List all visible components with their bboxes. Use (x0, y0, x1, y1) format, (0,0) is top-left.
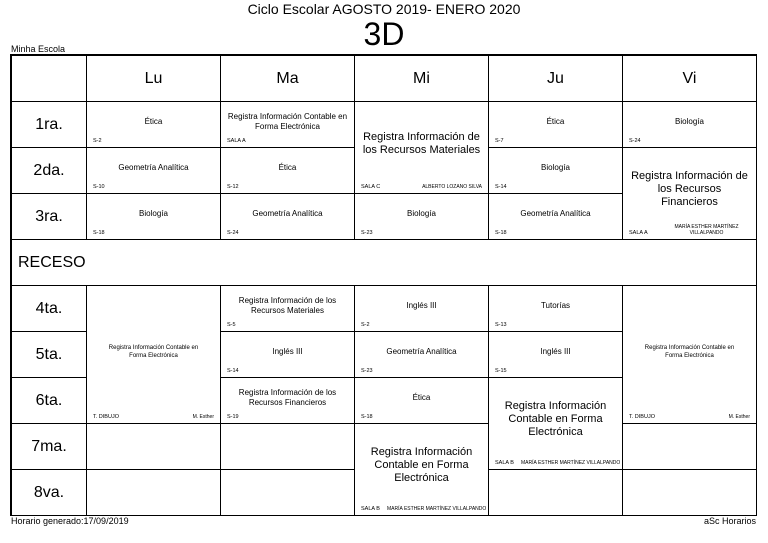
lesson-subject: Ética (278, 162, 297, 172)
class-title: 3D (363, 16, 405, 52)
lesson-room: S-12 (227, 184, 239, 190)
period-header-4: 4ta. (11, 285, 87, 332)
lesson-teacher: M. Esther (728, 414, 750, 420)
lesson-room: S-7 (495, 138, 504, 144)
lesson-ju-4[interactable] (488, 285, 623, 332)
period-header-5: 5ta. (11, 331, 87, 378)
lesson-lu-3[interactable] (86, 193, 221, 240)
lesson-room: SALA C (361, 184, 381, 190)
day-header-lu: Lu (86, 55, 221, 102)
lesson-ma-4[interactable] (220, 285, 355, 332)
lesson-subject: Geometría Analítica (118, 162, 189, 172)
period-header-3: 3ra. (11, 193, 87, 240)
empty-lu-8 (86, 469, 221, 516)
lesson-subject: Registra Información Contable en Forma Electrónica (370, 446, 473, 484)
lesson-ma-2[interactable] (220, 147, 355, 194)
lesson-room: SALA A (227, 138, 246, 144)
lesson-ju-6-7[interactable] (488, 377, 623, 470)
timetable-grid (10, 54, 757, 516)
empty-ju-8 (488, 469, 623, 516)
lesson-room: S-18 (495, 230, 507, 236)
lesson-subject: Geometría Analítica (520, 208, 591, 218)
lesson-teacher: MARÍA ESTHER MARTÍNEZ VILLALPANDO (521, 460, 621, 466)
generated-date: Horario generado:17/09/2019 (11, 516, 129, 526)
lesson-lu-2[interactable] (86, 147, 221, 194)
lesson-teacher: MARÍA ESTHER MARTÍNEZ VILLALPANDO (387, 506, 487, 512)
lesson-subject: Geometría Analítica (252, 208, 323, 218)
lesson-lu-4-6[interactable] (86, 285, 221, 424)
lesson-vi-1[interactable] (622, 101, 757, 148)
lesson-subject: Biología (407, 208, 436, 218)
lesson-subject: Registra Información Contable en Forma Electrónica (644, 344, 735, 359)
lesson-subject: Registra Información de los Recursos Financieros (238, 387, 337, 407)
lesson-room: SALA B (361, 506, 380, 512)
lesson-room: S-2 (93, 138, 102, 144)
lesson-ma-5[interactable] (220, 331, 355, 378)
lesson-subject: Biología (541, 162, 570, 172)
lesson-room: S-14 (495, 184, 507, 190)
cycle-title: Ciclo Escolar AGOSTO 2019- ENERO 2020 (247, 1, 521, 17)
lesson-room: S-18 (361, 414, 373, 420)
lesson-subject: Biología (675, 116, 704, 126)
lesson-room: S-18 (93, 230, 105, 236)
lesson-ju-1[interactable] (488, 101, 623, 148)
lesson-mi-4[interactable] (354, 285, 489, 332)
lesson-subject: Inglés III (406, 300, 437, 310)
lesson-subject: Biología (139, 208, 168, 218)
lesson-room: S-5 (227, 322, 236, 328)
period-header-8: 8va. (11, 469, 87, 516)
lesson-ju-3[interactable] (488, 193, 623, 240)
lesson-lu-1[interactable] (86, 101, 221, 148)
lesson-room: S-14 (227, 368, 239, 374)
lesson-room: S-2 (361, 322, 370, 328)
lesson-subject: Ética (412, 392, 431, 402)
school-name: Minha Escola (11, 44, 66, 54)
empty-lu-7 (86, 423, 221, 470)
lesson-room: SALA B (495, 460, 514, 466)
day-header-ju: Ju (488, 55, 623, 102)
lesson-subject: Registra Información Contable en Forma Electrónica (227, 111, 348, 131)
period-header-2: 2da. (11, 147, 87, 194)
lesson-teacher: MARÍA ESTHER MARTÍNEZ VILLALPANDO (674, 224, 739, 236)
lesson-vi-2-3[interactable] (622, 147, 757, 240)
lesson-room: S-13 (495, 322, 507, 328)
lesson-ju-5[interactable] (488, 331, 623, 378)
lesson-ma-6[interactable] (220, 377, 355, 424)
lesson-vi-4-6[interactable] (622, 285, 757, 424)
lesson-subject: Registra Información Contable en Forma Electrónica (108, 344, 199, 359)
lesson-mi-3[interactable] (354, 193, 489, 240)
lesson-ma-1[interactable] (220, 101, 355, 148)
recess-row: RECESO (11, 239, 757, 286)
lesson-ma-3[interactable] (220, 193, 355, 240)
lesson-subject: Registra Información Contable en Forma Electrónica (504, 400, 607, 438)
lesson-subject: Registra Información de los Recursos Materiales (362, 130, 481, 156)
lesson-room: S-24 (629, 138, 641, 144)
period-header-7: 7ma. (11, 423, 87, 470)
lesson-teacher: ALBERTO LOZANO SILVA (422, 184, 482, 190)
lesson-room: SALA A (629, 230, 648, 236)
lesson-room: S-10 (93, 184, 105, 190)
lesson-subject: Ética (144, 116, 163, 126)
lesson-subject: Registra Información de los Recursos Materiales (238, 295, 337, 315)
day-header-ma: Ma (220, 55, 355, 102)
empty-vi-7 (622, 423, 757, 470)
lesson-subject: Geometría Analítica (386, 346, 457, 356)
period-header-1: 1ra. (11, 101, 87, 148)
lesson-room: S-23 (361, 230, 373, 236)
lesson-room: S-15 (495, 368, 507, 374)
lesson-subject: Inglés III (540, 346, 571, 356)
lesson-room: S-24 (227, 230, 239, 236)
empty-vi-8 (622, 469, 757, 516)
lesson-mi-5[interactable] (354, 331, 489, 378)
day-header-mi: Mi (354, 55, 489, 102)
lesson-subject: Ética (546, 116, 565, 126)
lesson-mi-6[interactable] (354, 377, 489, 424)
lesson-room: T. DIBUJO (93, 414, 119, 420)
corner-cell (11, 55, 87, 102)
lesson-subject: Tutorías (540, 300, 571, 310)
lesson-mi-1-2[interactable] (354, 101, 489, 194)
lesson-room: S-19 (227, 414, 239, 420)
lesson-mi-7-8[interactable] (354, 423, 489, 516)
lesson-subject: Registra Información de los Recursos Financieros (631, 170, 748, 208)
day-header-vi: Vi (622, 55, 757, 102)
period-header-6: 6ta. (11, 377, 87, 424)
lesson-room: T. DIBUJO (629, 414, 655, 420)
lesson-room: S-23 (361, 368, 373, 374)
empty-ma-8 (220, 469, 355, 516)
lesson-teacher: M. Esther (192, 414, 214, 420)
lesson-subject: Inglés III (272, 346, 303, 356)
lesson-ju-2[interactable] (488, 147, 623, 194)
empty-ma-7 (220, 423, 355, 470)
software-name: aSc Horarios (703, 516, 756, 526)
